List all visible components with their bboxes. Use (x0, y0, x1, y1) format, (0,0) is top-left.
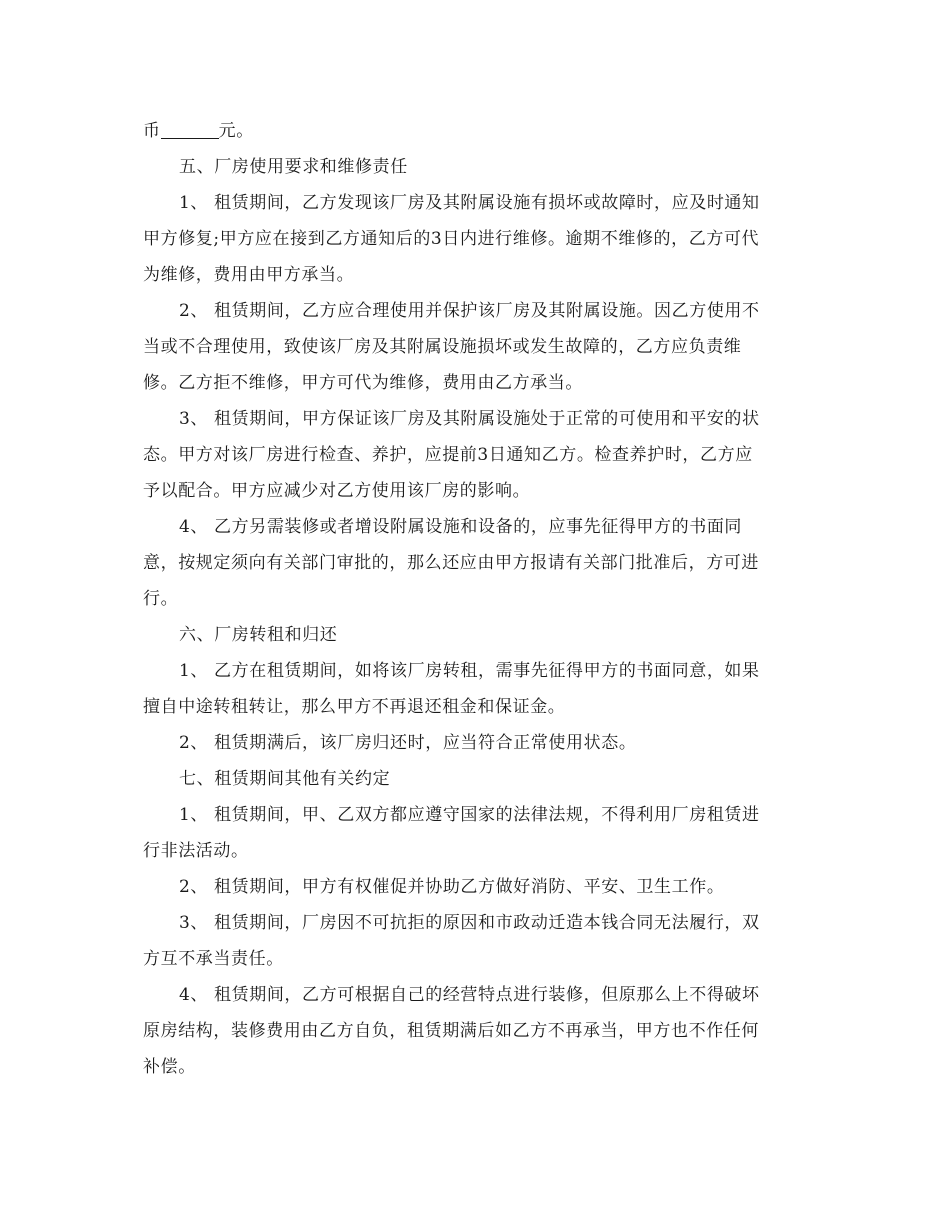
text-line: 原房结构，装修费用由乙方自负，租赁期满后如乙方不再承当，甲方也不作任何 (143, 1021, 759, 1041)
text-line: 当或不合理使用，致使该厂房及其附属设施损坏或发生故障的，乙方应负责维 (143, 337, 742, 357)
text-line: 补偿。 (143, 1057, 196, 1077)
clause-line: 1、 租赁期间，乙方发现该厂房及其附属设施有损坏或故障时，应及时通知 (179, 193, 760, 213)
clause-line: 4、 乙方另需装修或者增设附属设施和设备的，应事先征得甲方的书面同 (179, 517, 743, 537)
clause-line: 2、 租赁期间，乙方应合理使用并保护该厂房及其附属设施。因乙方使用不 (179, 301, 760, 321)
clause-line: 4、 租赁期间，乙方可根据自己的经营特点进行装修，但原那么上不得破坏 (179, 985, 760, 1005)
section-heading: 七、租赁期间其他有关约定 (179, 769, 391, 789)
document-body (143, 113, 803, 1085)
text-line: 态。甲方对该厂房进行检查、养护，应提前3日通知乙方。检查养护时，乙方应 (143, 445, 753, 465)
text-line: 擅自中途转租转让，那么甲方不再退还租金和保证金。 (143, 697, 566, 717)
text-line: 方互不承当责任。 (143, 949, 284, 969)
clause-line: 2、 租赁期满后，该厂房归还时，应当符合正常使用状态。 (179, 733, 637, 753)
text-line: 甲方修复;甲方应在接到乙方通知后的3日内进行维修。逾期不维修的，乙方可代 (143, 229, 760, 249)
clause-line: 3、 租赁期间，厂房因不可抗拒的原因和市政动迁造本钱合同无法履行，双 (179, 913, 760, 933)
text-line: 意，按规定须向有关部门审批的，那么还应由甲方报请有关部门批准后，方可进 (143, 553, 759, 573)
currency-suffix: 元。 (218, 121, 254, 141)
clause-line: 2、 租赁期间，甲方有权催促并协助乙方做好消防、平安、卫生工作。 (179, 877, 725, 897)
text-line: 为维修，费用由甲方承当。 (143, 265, 355, 285)
text-line: 行非法活动。 (143, 841, 249, 861)
section-heading: 五、厂房使用要求和维修责任 (179, 157, 408, 177)
text-line: 予以配合。甲方应减少对乙方使用该厂房的影响。 (143, 481, 531, 501)
text-line (143, 113, 803, 149)
text-line: 行。 (143, 589, 179, 609)
clause-line: 1、 租赁期间，甲、乙双方都应遵守国家的法律法规，不得利用厂房租赁进 (179, 805, 760, 825)
currency-prefix: 币 (143, 121, 161, 141)
text-line: 修。乙方拒不维修，甲方可代为维修，费用由乙方承当。 (143, 373, 583, 393)
amount-blank (161, 118, 219, 139)
clause-line: 3、 租赁期间，甲方保证该厂房及其附属设施处于正常的可使用和平安的状 (179, 409, 760, 429)
section-heading: 六、厂房转租和归还 (179, 625, 338, 645)
clause-line: 1、 乙方在租赁期间，如将该厂房转租，需事先征得甲方的书面同意，如果 (179, 661, 760, 681)
